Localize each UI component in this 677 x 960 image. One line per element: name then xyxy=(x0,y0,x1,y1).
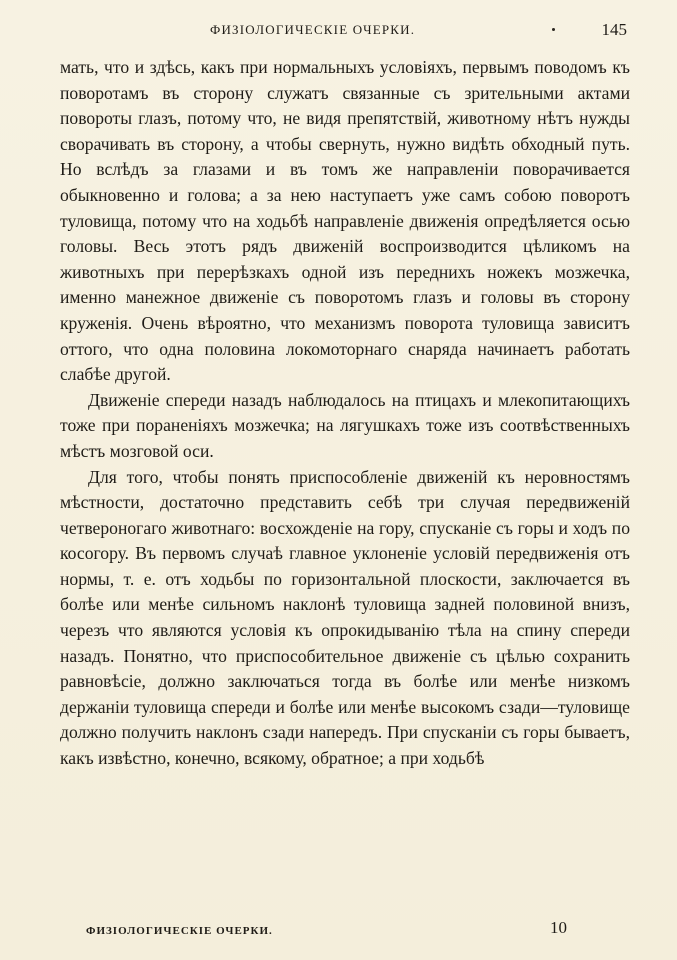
paragraph-2: Движенiе спереди назадъ наблюдалось на птицахъ и млекопитающихъ тоже при пораненiяхъ мозжечка; на лягушкахъ тоже изъ соотвѣственныхъ мѣстъ мозговой оси. xyxy=(60,389,630,461)
page-header xyxy=(60,20,627,44)
paragraph-3: Для того, чтобы понять приспособленiе движенiй къ неровностямъ мѣстности, достаточно представить себѣ три случая передвиженiй четвероногаго животнаго: восхожденiе на гору, спусканiе съ горы и ходъ по косогору. Въ первомъ случаѣ главное уклоненiе условiй передвиженiя отъ нормы, т. е. отъ ходьбы по горизонтальной плоскости, заключается въ болѣе или менѣе сильномъ наклонѣ туловища задней половиной внизъ, черезъ что являются условiя къ опрокидыванiю тѣла на спину спереди назадъ. Понятно, что приспособительное движенiе съ цѣлью сохранить равновѣсiе, должно заключаться тогда въ болѣе или менѣе низкомъ держанiи туловища спереди и болѣе или менѣе высокомъ сзади—туловище должно получить наклонъ сзади напередъ. При спусканiи съ горы бываетъ, какъ извѣстно, конечно, всякому, обратное; а при ходьбѣ xyxy=(60,466,630,769)
running-title: ФИЗIОЛОГИЧЕСКIЕ ОЧЕРКИ. xyxy=(210,22,416,37)
signature-title: ФИЗIОЛОГИЧЕСКIЕ ОЧЕРКИ. xyxy=(86,925,273,937)
page-number: 145 xyxy=(601,20,627,39)
page-footer xyxy=(60,918,627,942)
paragraph-1: мать, что и здѣсь, какъ при нормальныхъ условiяхъ, первымъ поводомъ къ поворотамъ въ сторону служатъ связанные съ зрительными актами повороты глазъ, потому что, не видя препятствiй, животному нѣтъ нужды сворачивать въ сторону, а чтобы свернуть, нужно видѣть обходный путь. Но вслѣдъ за глазами и въ томъ же направленiи поворачивается обыкновенно и голова; а за нею наступаетъ уже самъ собою поворотъ туловища, потому что на ходьбѣ направленiе движенiя опредѣляется осью головы. Весь этотъ рядъ движенiй воспроизводится цѣликомъ на животныхъ при перерѣзкахъ одной изъ переднихъ ножекъ мозжечка, именно манежное движенiе съ поворотомъ глазъ и головы въ сторону круженiя. Очень вѣроятно, что механизмъ поворота туловища зависитъ оттого, что одна половина локомоторнаго снаряда начинаетъ работать слабѣе другой. xyxy=(60,57,630,385)
signature-number: 10 xyxy=(550,918,567,937)
page-text xyxy=(60,55,630,772)
ink-dot xyxy=(552,28,555,31)
